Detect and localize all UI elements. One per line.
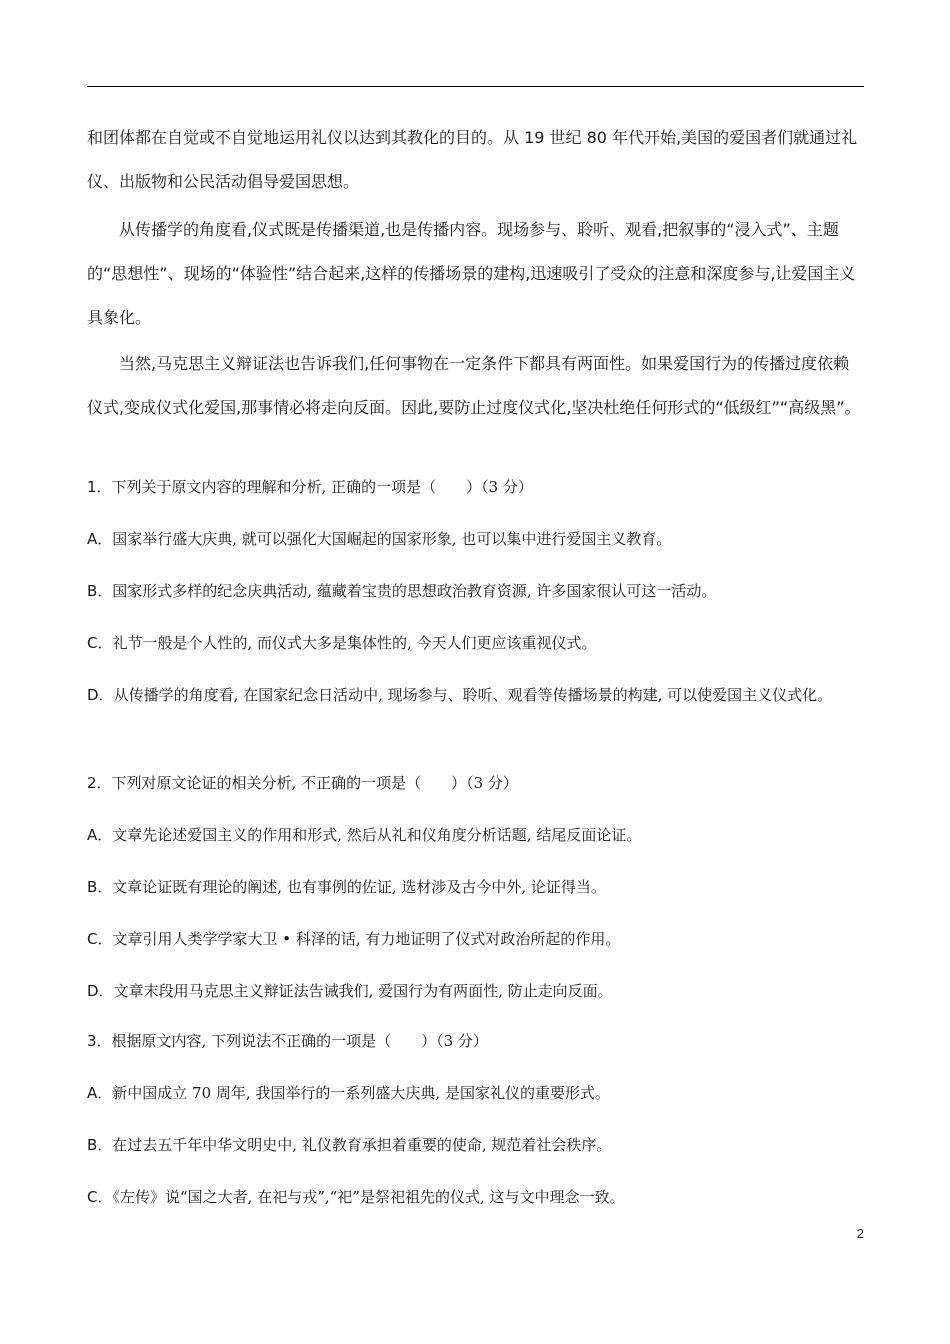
question-2-option-c[interactable]: C．文章引用人类学学家大卫 • 科泽的话, 有力地证明了仪式对政治所起的作用。 (87, 930, 621, 948)
paragraph-dialectics: 当然,马克思主义辩证法也告诉我们,任何事物在一定条件下都具有两面性。如果爱国行为的传播过度依赖仪式,变成仪式化爱国,那事情必将走向反面。因此,要防止过度仪式化,坚决杜绝任何形式的“低级红”“高级黑”。 (87, 354, 861, 417)
header-rule (87, 86, 864, 87)
question-3-option-b[interactable]: B．在过去五千年中华文明史中, 礼仪教育承担着重要的使命, 规范着社会秩序。 (87, 1136, 612, 1154)
question-1-option-c[interactable]: C．礼节一般是个人性的, 而仪式大多是集体性的, 今天人们更应该重视仪式。 (87, 634, 597, 652)
question-2-option-b[interactable]: B．文章论证既有理论的阐述, 也有事例的佐证, 选材涉及古今中外, 论证得当。 (87, 878, 606, 896)
question-2-option-d[interactable]: D．文章末段用马克思主义辩证法告诫我们, 爱国行为有两面性, 防止走向反面。 (87, 982, 613, 1000)
paragraph-communication: 从传播学的角度看,仪式既是传播渠道,也是传播内容。现场参与、聆听、观看,把叙事的“浸入式”、主题的“思想性”、现场的“体验性”结合起来,这样的传播场景的建构,迅速吸引了受众的注意和深度参与,让爱国主义具象化。 (87, 220, 856, 327)
question-1-stem: 1．下列关于原文内容的理解和分析, 正确的一项是（ ）（3 分） (87, 478, 533, 496)
question-3-stem: 3．根据原文内容, 下列说法不正确的一项是（ ）（3 分） (87, 1032, 488, 1050)
question-3-option-c[interactable]: C．《左传》说“国之大者, 在祀与戎”,“祀”是祭祀祖先的仪式, 这与文中理念一致。 (87, 1188, 625, 1206)
page-number: 2 (856, 1226, 864, 1241)
question-2-stem: 2．下列对原文论证的相关分析, 不正确的一项是（ ）（3 分） (87, 774, 518, 792)
paragraph-continuation: 和团体都在自觉或不自觉地运用礼仪以达到其教化的目的。从 19 世纪 80 年代开始,美国的爱国者们就通过礼仪、出版物和公民活动倡导爱国思想。 (87, 128, 858, 191)
question-2-option-a[interactable]: A．文章先论述爱国主义的作用和形式, 然后从礼和仪角度分析话题, 结尾反面论证。 (87, 826, 642, 844)
question-1-option-a[interactable]: A．国家举行盛大庆典, 就可以强化大国崛起的国家形象, 也可以集中进行爱国主义教育。 (87, 530, 672, 548)
question-1-option-d[interactable]: D．从传播学的角度看, 在国家纪念日活动中, 现场参与、聆听、观看等传播场景的构建, 可以使爱国主义仪式化。 (87, 686, 833, 704)
question-1-option-b[interactable]: B．国家形式多样的纪念庆典活动, 蕴藏着宝贵的思想政治教育资源, 许多国家很认可这一活动。 (87, 582, 717, 600)
question-3-option-a[interactable]: A．新中国成立 70 周年, 我国举行的一系列盛大庆典, 是国家礼仪的重要形式。 (87, 1084, 610, 1102)
